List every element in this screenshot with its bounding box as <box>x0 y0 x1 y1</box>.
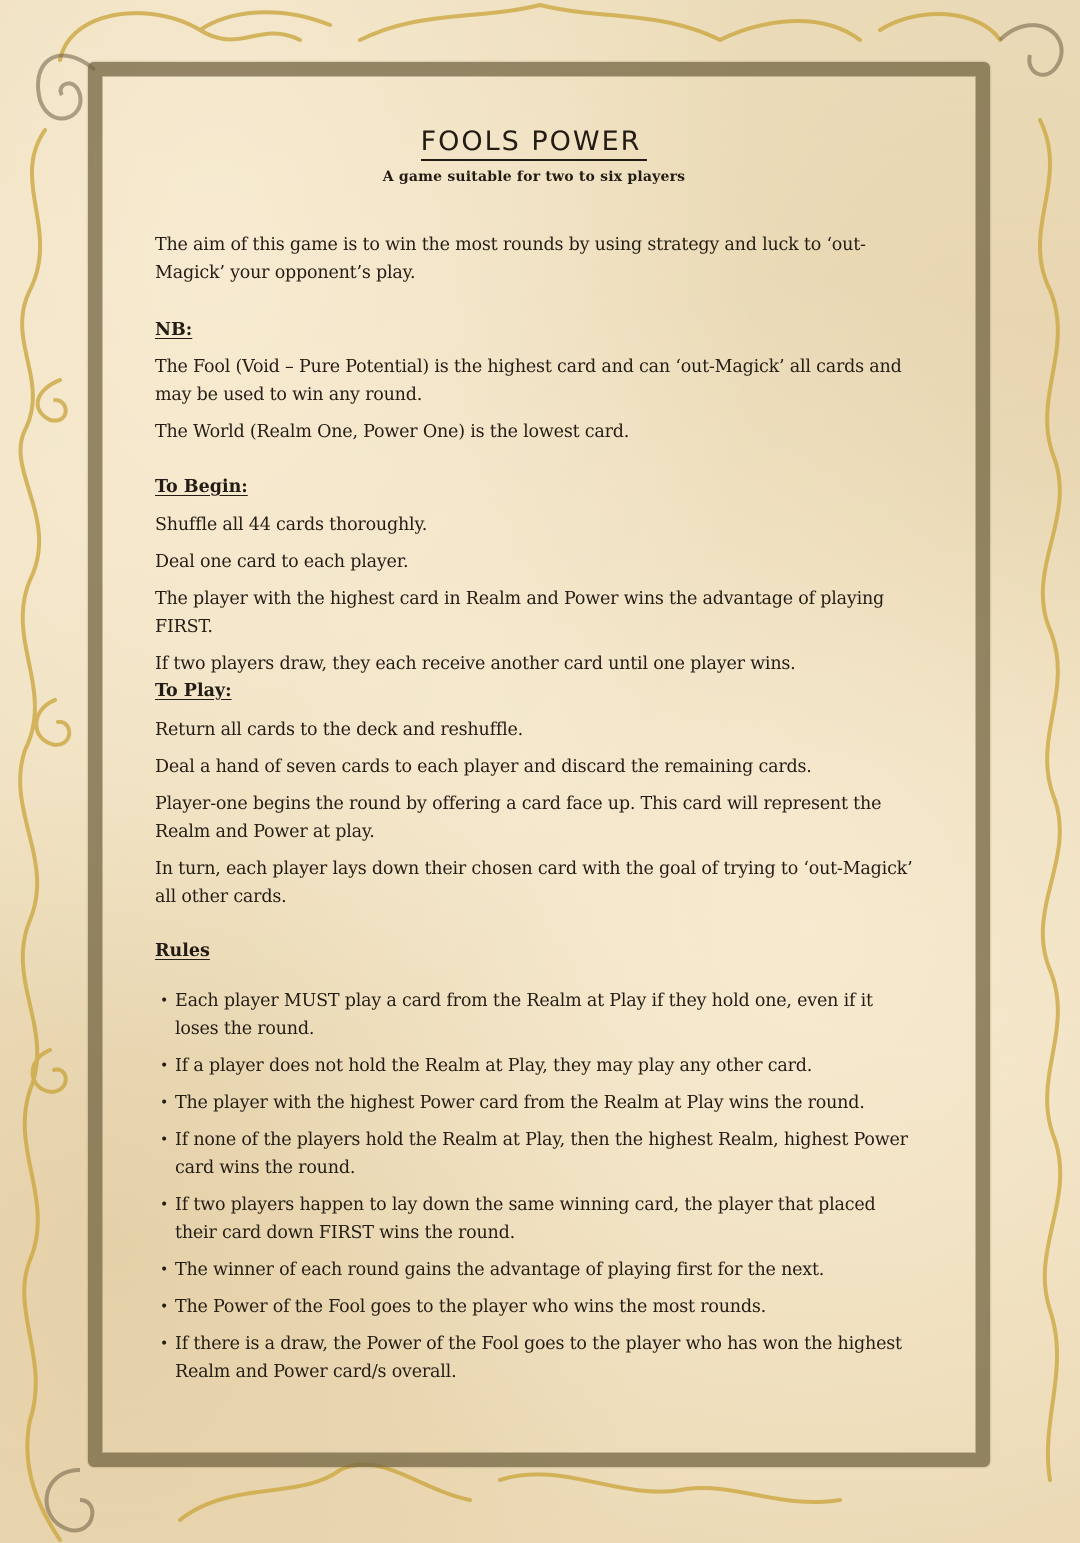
rule-item: • The player with the highest Power card from the Realm at Play wins the round. <box>155 1089 917 1117</box>
heading-to-play: To Play: <box>155 681 232 701</box>
section-to-begin <box>155 511 917 687</box>
title-block <box>151 125 917 185</box>
rule-item: • The Power of the Fool goes to the player who wins the most rounds. <box>155 1293 917 1321</box>
nb-paragraph: The Fool (Void – Pure Potential) is the highest card and can ‘out-Magick’ all cards and may be used to win any round. <box>155 357 902 405</box>
section-to-play <box>155 716 917 920</box>
to-begin-paragraph: Deal one card to each player. <box>155 552 409 572</box>
heading-rules: Rules <box>155 941 210 961</box>
rule-item: • Each player MUST play a card from the Realm at Play if they hold one, even if it loses the round. <box>155 987 917 1043</box>
rule-item: • If two players happen to lay down the same winning card, the player that placed their card down FIRST wins the round. <box>155 1191 917 1247</box>
to-play-paragraph: Return all cards to the deck and reshuffle. <box>155 720 524 740</box>
to-begin-paragraph: The player with the highest card in Realm and Power wins the advantage of playing FIRST. <box>155 589 885 637</box>
section-rules <box>155 987 917 1395</box>
page-title: FOOLS POWER <box>421 125 648 161</box>
to-begin-paragraph: Shuffle all 44 cards thoroughly. <box>155 515 428 535</box>
heading-to-begin: To Begin: <box>155 477 248 497</box>
nb-paragraph: The World (Realm One, Power One) is the lowest card. <box>155 422 630 442</box>
page-subtitle: A game suitable for two to six players <box>382 169 686 185</box>
rule-item: • If there is a draw, the Power of the Fool goes to the player who has won the highest Realm and Power card/s overall. <box>155 1330 917 1386</box>
rule-item: • If none of the players hold the Realm at Play, then the highest Realm, highest Power card wins the round. <box>155 1126 917 1182</box>
heading-nb: NB: <box>155 320 193 340</box>
rules-document <box>155 125 917 1382</box>
rules-list <box>155 987 917 1386</box>
to-play-paragraph: Deal a hand of seven cards to each player and discard the remaining cards. <box>155 757 812 777</box>
intro-paragraph: The aim of this game is to win the most rounds by using strategy and luck to ‘out-Magick’ your opponent’s play. <box>155 235 866 283</box>
section-nb <box>155 353 917 455</box>
rule-item: • If a player does not hold the Realm at Play, they may play any other card. <box>155 1052 917 1080</box>
to-play-paragraph: Player-one begins the round by offering a card face up. This card will represent the Realm and Power at play. <box>155 794 882 842</box>
rule-item: • The winner of each round gains the advantage of playing first for the next. <box>155 1256 917 1284</box>
to-begin-paragraph: If two players draw, they each receive another card until one player wins. <box>155 654 796 674</box>
to-play-paragraph: In turn, each player lays down their chosen card with the goal of trying to ‘out-Magick’ all other cards. <box>155 859 913 907</box>
